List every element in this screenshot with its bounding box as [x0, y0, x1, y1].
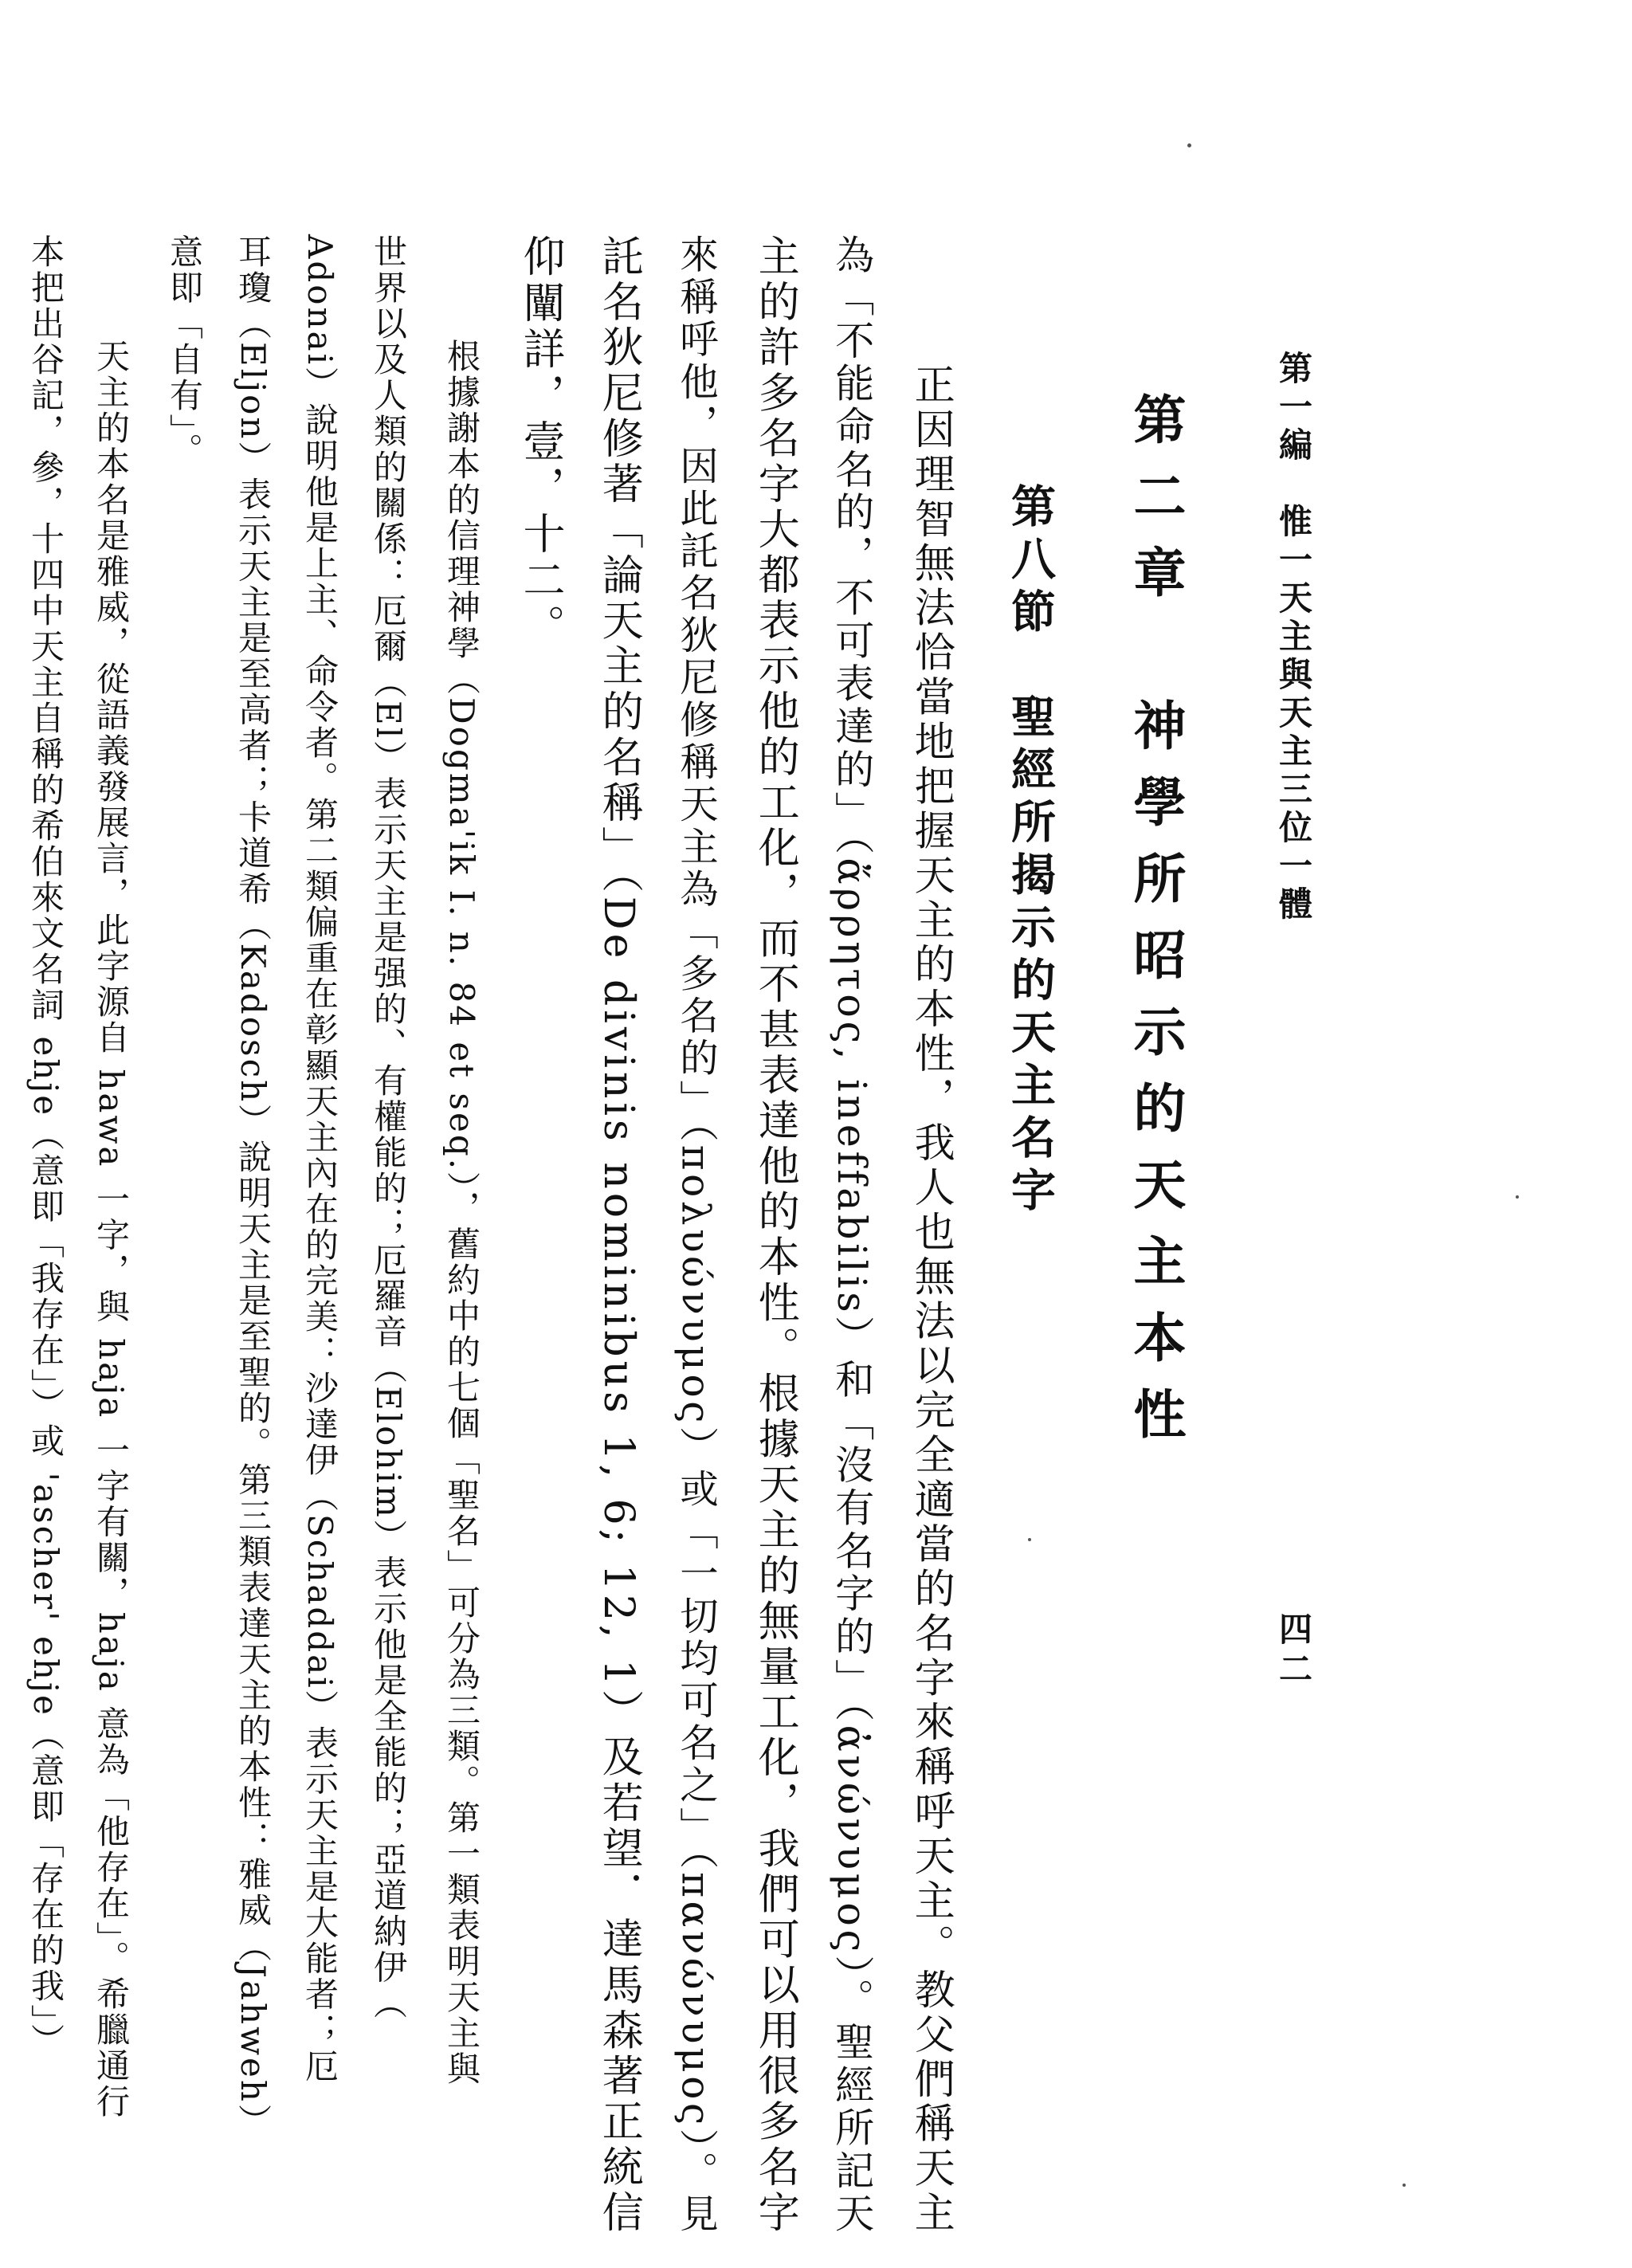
paragraph-2-line: 根據謝本的信理神學（Dogma'ik I. n. 84 et seq.），舊約中的七個「聖名」可分為三類。第一類表明天主與	[442, 303, 481, 2088]
paragraph-3-line: 天主的本名是雅威，從語義發展言，此字源自 hawa 一字，與 haja 一字有關，haja 意為「他存在」。希臘通行	[92, 303, 131, 2121]
paragraph-2-line: Adonai）說明他是上主、命令者。第二類偏重在彰顯天主內在的完美：沙達伊（Schaddai）表示天主是大能者；厄	[300, 234, 339, 2085]
scan-speck	[1402, 2184, 1406, 2187]
paragraph-1-line: 來稱呼他，因此託名狄尼修稱天主為「多名的」（πολυώνυμος）或「一切均可名之」（πανώνυμος）。見	[673, 234, 718, 2236]
paragraph-1-line: 主的許多名字大都表示他的工化，而不甚表達他的本性。根據天主的無量工化，我們可以用很多名字	[751, 234, 799, 2236]
paragraph-2-line: 耳瓊（Eljon）表示天主是至高者；卡道希（Kadosch）說明天主是至聖的。第三類表達天主的本性：雅威（Jahweh）	[233, 234, 273, 2140]
paragraph-2-line: 世界以及人類的關係：厄爾（El）表示天主是强的、有權能的；厄羅音（Elohim）表示他是全能的；亞道納伊（	[369, 234, 408, 2022]
chapter-title: 第二章 神學所昭示的天主本性	[1124, 392, 1186, 1463]
running-head: 第一編 惟一天主與天主三位一體	[1274, 351, 1313, 924]
scan-speck	[1187, 143, 1191, 147]
paragraph-2-line: 意即「自有」。	[165, 234, 204, 469]
paragraph-1-line: 為「不能命名的，不可表達的」（ἄρρητος, ineffabilis）和「沒有名字的」（ἀνώνυμος）。聖經所記天	[829, 234, 876, 2236]
section-title: 第八節 聖經所揭示的天主名字	[1004, 483, 1056, 1219]
paragraph-1-line: 正因理智無法恰當地把握天主的本性，我人也無法以完全適當的名字來稱呼天主。教父們稱天主	[907, 319, 955, 2236]
paragraph-1-line: 託名狄尼修著「論天主的名稱」（De divinis nominibus 1, 6; 12, 1）及若望．達馬森著正統信	[594, 234, 643, 2236]
scan-speck	[1516, 1195, 1519, 1199]
paragraph-1-line: 仰闡詳，壹，十二。	[516, 234, 565, 650]
scan-speck	[1028, 1538, 1031, 1541]
paragraph-3-line: 本把出谷記，參，十四中天主自稱的希伯來文名詞 ehje（意即「我存在」）或 'ascher' ehje（意即「存在的我」）	[26, 234, 65, 2059]
page-number: 四二	[1274, 1611, 1313, 1691]
